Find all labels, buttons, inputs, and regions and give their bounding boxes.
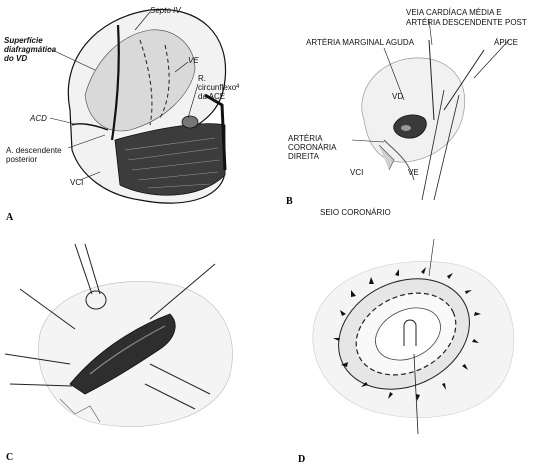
label-apice: ÁPICE [494, 38, 519, 47]
label-circunflexo: R. circunflexo da ACE [198, 74, 237, 101]
label-superficie: Superfície diafragmática do VD [4, 36, 57, 63]
label-marginal: ARTÉRIA MARGINAL AGUDA [306, 38, 415, 47]
label-arteria-desc: ARTÉRIA DESCENDENTE POST [406, 18, 527, 27]
label-veia: VEIA CARDÍACA MÉDIA E [406, 8, 502, 17]
label-ve: VE [188, 56, 199, 65]
panel-b-surgical-illustration [284, 0, 541, 230]
label-vd: VD [392, 92, 404, 101]
panel-d-repair-illustration [284, 234, 541, 474]
label-seio: SEIO CORONÁRIO [320, 208, 391, 217]
label-septo: Septo IV [150, 6, 181, 15]
label-circunflexo-mark: 4 [236, 84, 240, 90]
label-vci: VCI [70, 178, 84, 187]
panel-d [284, 234, 541, 474]
panel-c-incision-illustration [0, 234, 270, 474]
label-descendente: A. descendente posterior [6, 146, 62, 164]
label-acd: ACD [30, 114, 47, 123]
panel-a [0, 0, 270, 230]
panel-c [0, 234, 270, 474]
label-coronaria: ARTÉRIA CORONÁRIA DIREITA [288, 134, 337, 161]
panel-letter-d: D [298, 454, 306, 465]
label-vci: VCI [350, 168, 364, 177]
panel-letter-b: B [286, 196, 293, 207]
panel-b [284, 0, 541, 230]
panel-letter-c: C [6, 452, 14, 463]
panel-letter-a: A [6, 212, 14, 223]
label-ve: VE [408, 168, 419, 177]
